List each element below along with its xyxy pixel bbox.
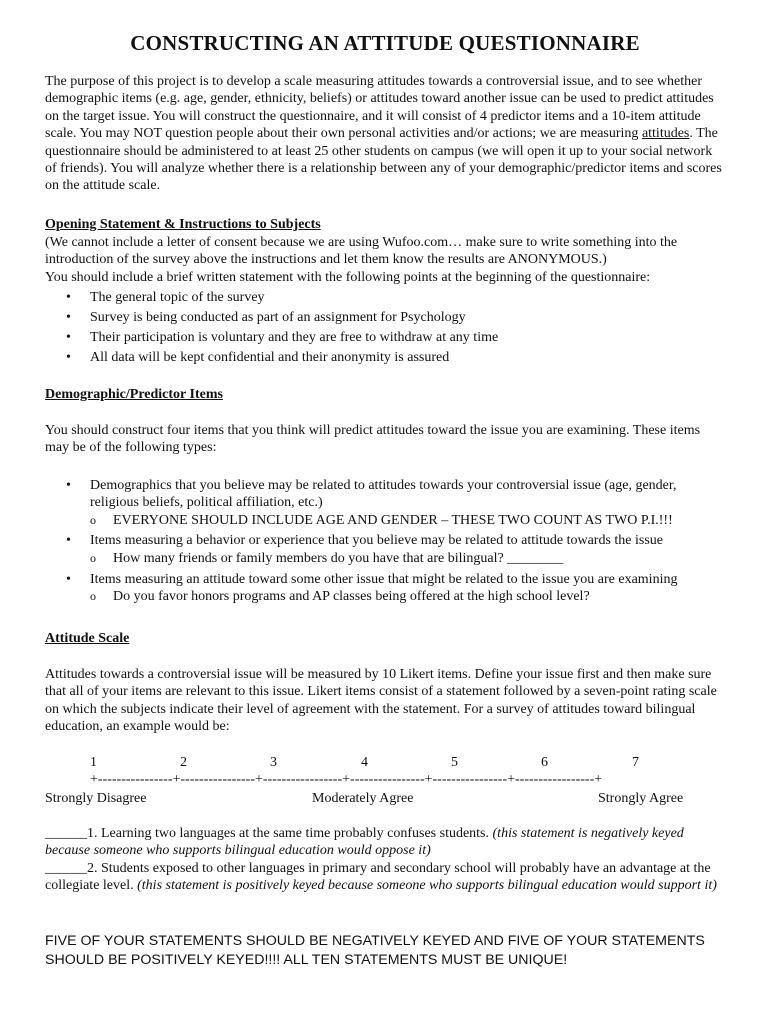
- intro-underlined-word: attitudes: [641, 126, 690, 142]
- sub-list-item-text: EVERYONE SHOULD INCLUDE AGE AND GENDER – THESE TWO COUNT AS TWO P.I.!!!: [113, 512, 673, 528]
- attitude-lead: Attitudes towards a controversial issue will be measured by 10 Likert items. Define your issue first and then make sure that all of your items are relevant to this issue. Likert items consist of a statement followed by a seven-point rating scale on which the subjects indicate their level of agreement with the statement. For a survey of attitudes toward bilingual education, an example would be:: [45, 667, 717, 735]
- example-item-2-note: (this statement is positively keyed because someone who supports bilingual education would support it): [137, 878, 717, 894]
- bullet-icon: •: [66, 330, 71, 345]
- demographic-lead: You should construct four items that you think will predict attitudes toward the issue you are examining. These items may be of the following types:: [45, 423, 701, 456]
- example-item-2-text: 2. Students exposed to other languages in primary and secondary school will probably have an advantage at the collegiate level.: [45, 861, 711, 894]
- scale-number: 1: [90, 755, 97, 770]
- example-item-2: [45, 860, 725, 895]
- response-blank: ______: [45, 861, 87, 876]
- attitude-heading: Attitude Scale: [45, 631, 130, 646]
- bullet-icon: •: [66, 533, 71, 549]
- opening-lead: You should include a brief written statement with the following points at the beginning of the questionnaire:: [45, 270, 651, 285]
- list-item-text: The general topic of the survey: [90, 290, 265, 305]
- circle-bullet-icon: o: [90, 550, 96, 565]
- intro-paragraph: [45, 73, 725, 195]
- bullet-icon: •: [66, 290, 71, 305]
- opening-note: (We cannot include a letter of consent because we are using Wufoo.com… make sure to write something into the introduction of the survey above the instructions and let them know the results are ANONYMOUS.): [45, 235, 678, 268]
- opening-heading: Opening Statement & Instructions to Subjects: [45, 217, 321, 232]
- list-item-text: Survey is being conducted as part of an assignment for Psychology: [90, 310, 466, 325]
- list-item-text: Demographics that you believe may be related to attitudes towards your controversial issue (age, gender, religious beliefs, political affiliation, etc.): [90, 478, 677, 511]
- bullet-icon: •: [66, 350, 71, 365]
- sub-list-item: [45, 512, 725, 529]
- list-item: [45, 477, 725, 529]
- sub-list-item-text: Do you favor honors programs and AP classes being offered at the high school level?: [113, 589, 590, 605]
- bullet-icon: •: [66, 310, 71, 325]
- demographic-heading: Demographic/Predictor Items: [45, 387, 223, 402]
- scale-number: 4: [361, 755, 368, 770]
- list-item: [45, 289, 725, 309]
- sub-list-item: [45, 550, 725, 567]
- scale-number: 6: [541, 755, 548, 770]
- scale-number: 3: [270, 755, 277, 770]
- anchor-strongly-disagree: Strongly Disagree: [45, 791, 147, 806]
- response-blank: ______: [45, 826, 87, 841]
- example-item-1-note: (this statement is negatively keyed because someone who supports bilingual education would oppose it): [45, 826, 684, 859]
- example-item-1-text: 1. Learning two languages at the same time probably confuses students.: [87, 826, 493, 841]
- intro-text-part1: The purpose of this project is to develop a scale measuring attitudes towards a controversial issue, and to see whether demographic items (e.g. age, gender, ethnicity, beliefs) or attitudes toward another issue can be used to predict attitudes on the target issue. You will construct the questionnaire, and it will consist of 4 predictor items and a 10-item attitude scale. You may NOT question people about their own personal activities and/or actions; we are measuring: [45, 74, 714, 142]
- rating-scale-line: +----------------+----------------+-----------------+----------------+----------------+-----------------+: [90, 772, 603, 787]
- anchor-moderately-agree: Moderately Agree: [312, 791, 414, 806]
- list-item: [45, 329, 725, 349]
- bullet-icon: •: [66, 572, 71, 588]
- scale-number: 2: [180, 755, 187, 770]
- list-item-text: Items measuring an attitude toward some other issue that might be related to the issue you are examining: [90, 572, 678, 588]
- example-item-1: [45, 825, 725, 860]
- opening-bullet-list: [45, 289, 725, 369]
- demographic-item-list: [45, 477, 725, 606]
- list-item: [45, 571, 725, 606]
- anchor-strongly-agree: Strongly Agree: [598, 791, 684, 806]
- scale-anchors: [45, 790, 725, 808]
- list-item: [45, 309, 725, 329]
- circle-bullet-icon: o: [90, 589, 96, 604]
- list-item-text: Items measuring a behavior or experience that you believe may be related to attitude towards the issue: [90, 533, 664, 549]
- page-title: CONSTRUCTING AN ATTITUDE QUESTIONNAIRE: [130, 31, 640, 55]
- scale-number: 7: [632, 755, 639, 770]
- closing-instruction: FIVE OF YOUR STATEMENTS SHOULD BE NEGATIVELY KEYED AND FIVE OF YOUR STATEMENTS SHOULD BE POSITIVELY KEYED!!!! ALL TEN STATEMENTS MUST BE UNIQUE!: [45, 933, 705, 968]
- sub-list-item: [45, 588, 725, 605]
- list-item: [45, 532, 725, 567]
- scale-number: 5: [451, 755, 458, 770]
- circle-bullet-icon: o: [90, 512, 96, 527]
- scale-numbers: [45, 754, 725, 772]
- sub-list-item-text: How many friends or family members do you have that are bilingual? ________: [113, 550, 564, 566]
- list-item-text: Their participation is voluntary and they are free to withdraw at any time: [90, 330, 499, 345]
- list-item-text: All data will be kept confidential and their anonymity is assured: [90, 350, 450, 365]
- intro-text-part2: . The questionnaire should be administered to at least 25 other students on campus (we will open it up to your social network of friends). You will analyze whether there is a relationship between any of your demographic/predictor items and scores on the attitude scale.: [45, 126, 722, 194]
- bullet-icon: •: [66, 478, 71, 493]
- list-item: [45, 349, 725, 369]
